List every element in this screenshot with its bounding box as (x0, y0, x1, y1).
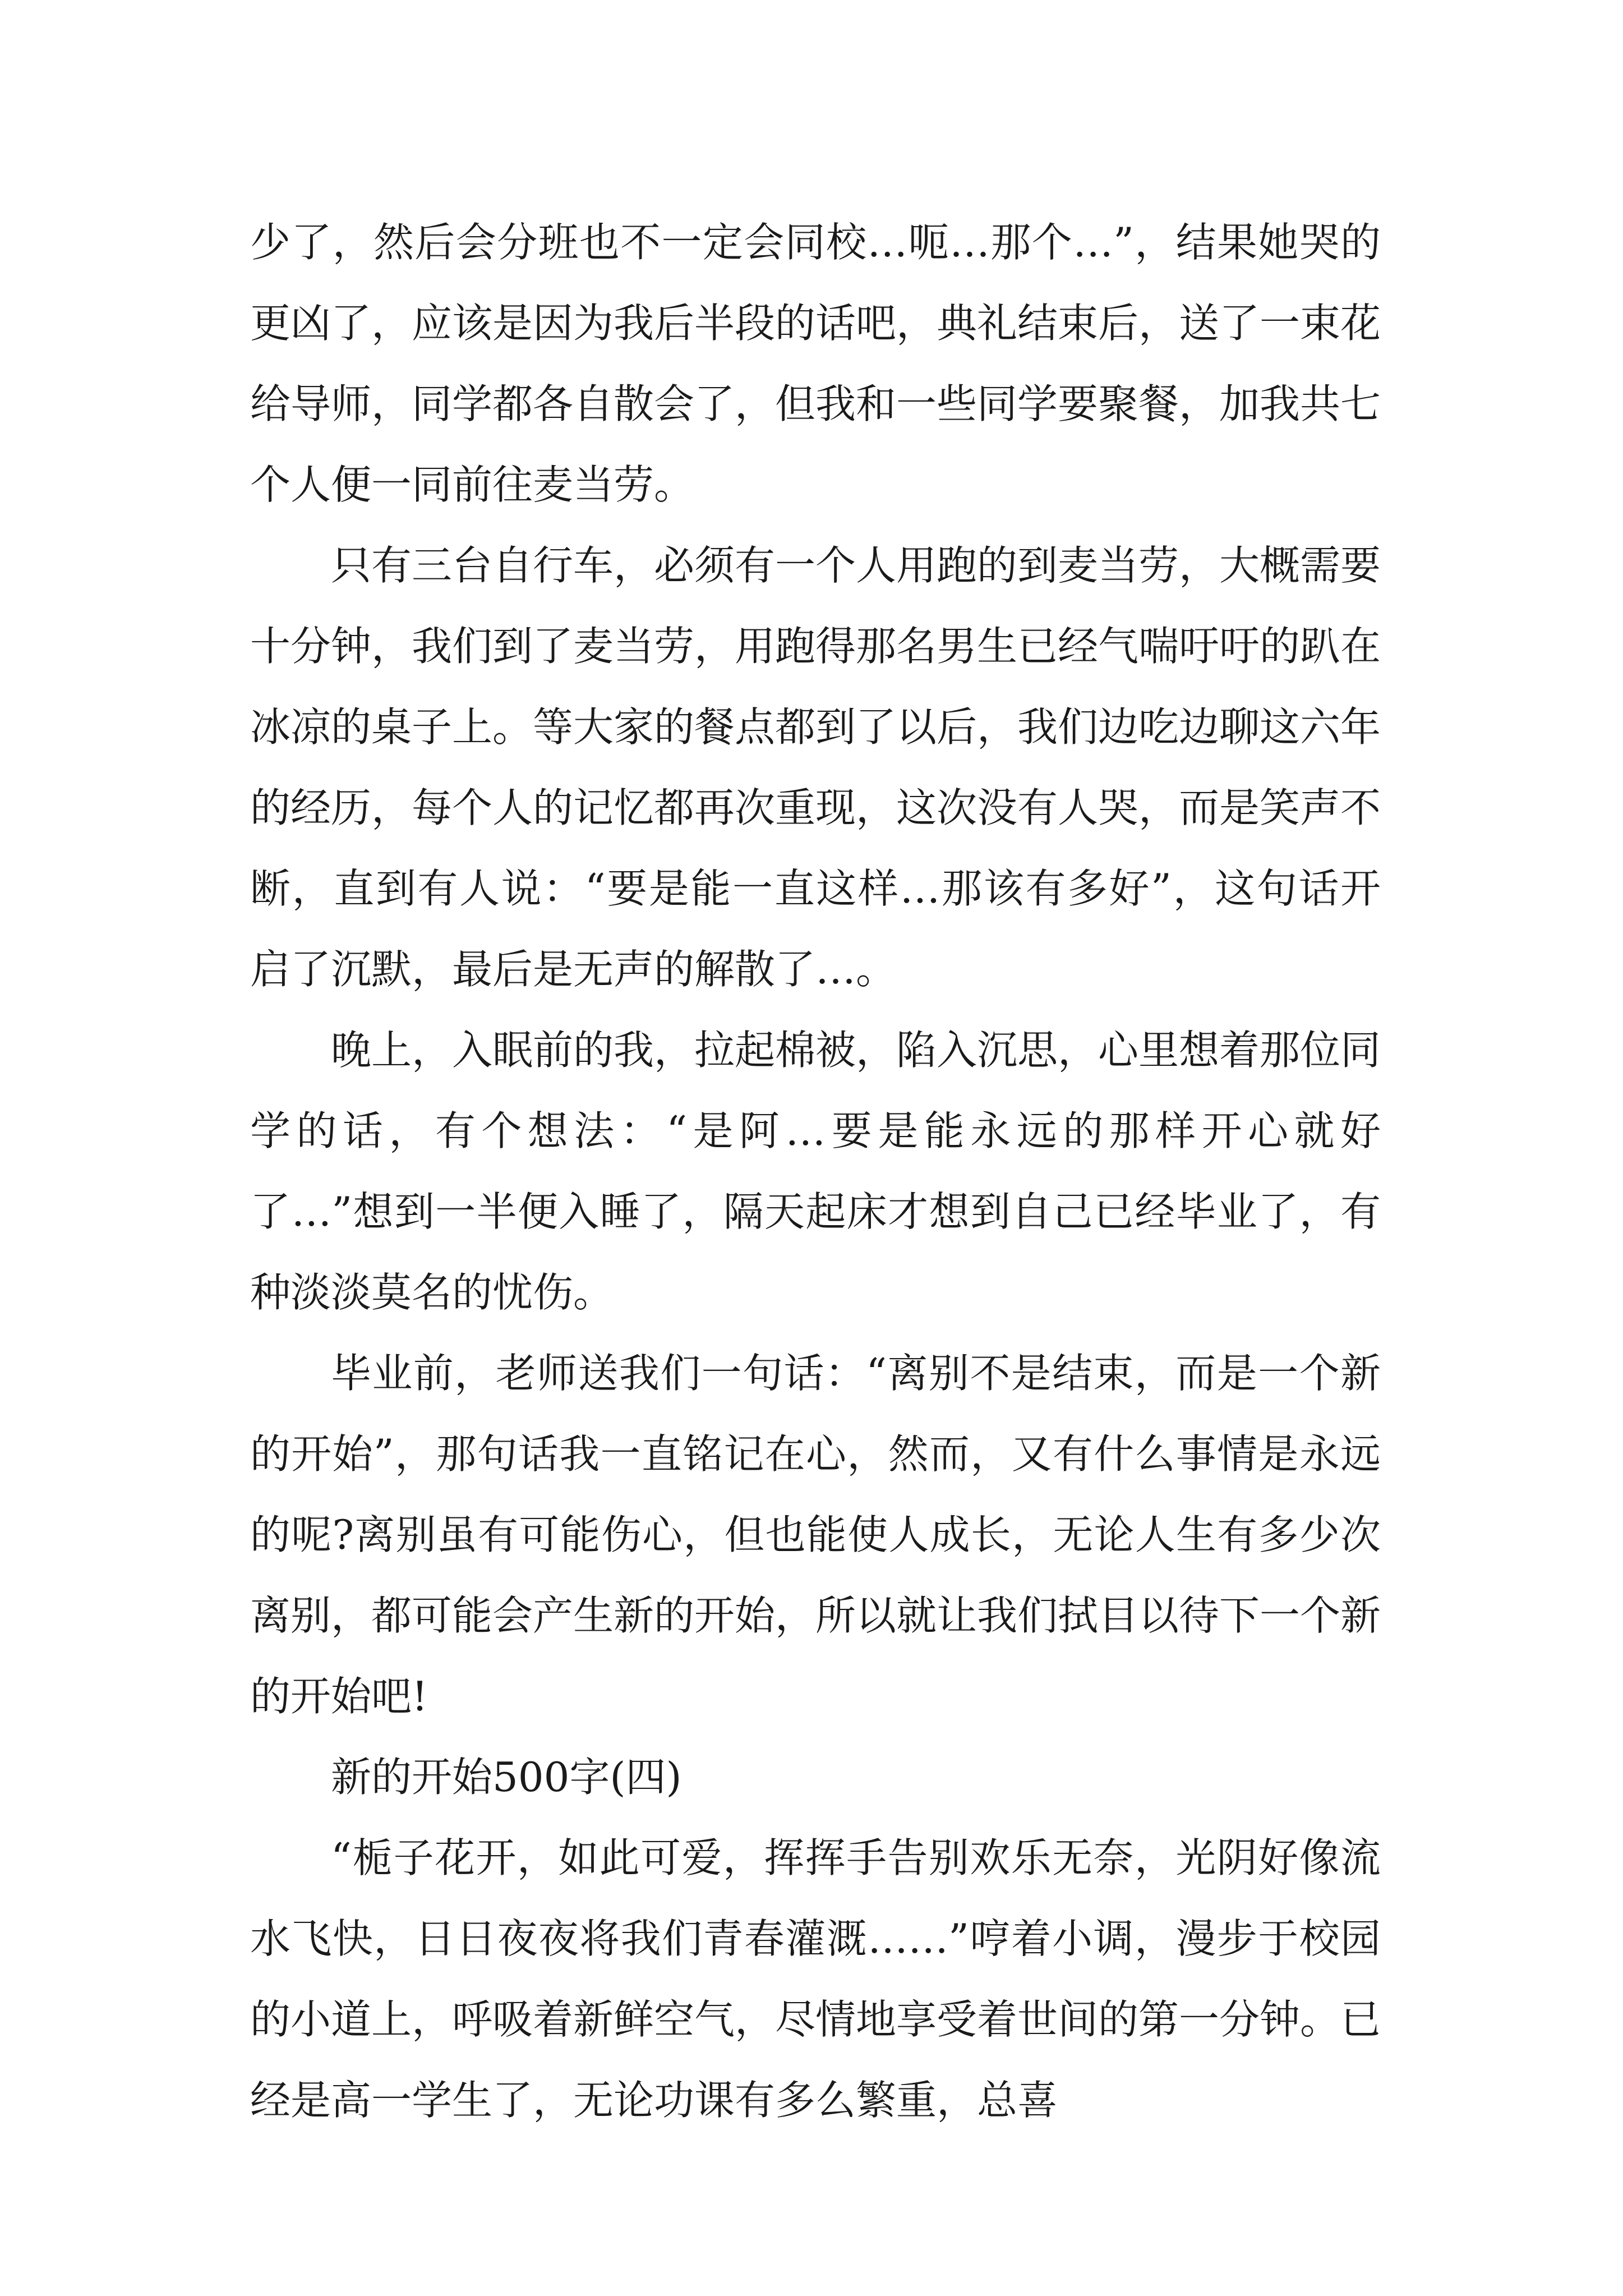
paragraph-bicycles: 只有三台自行车，必须有一个人用跑的到麦当劳，大概需要十分钟，我们到了麦当劳，用跑得那名男生已经气喘吁吁的趴在冰凉的桌子上。等大家的餐点都到了以后，我们边吃边聊这六年的经历，每个人的记忆都再次重现，这次没有人哭，而是笑声不断，直到有人说：“要是能一直这样…那该有多好”，这句话开启了沉默，最后是无声的解散了…。 (250, 542, 1381, 993)
paragraph-night: 晚上，入眠前的我，拉起棉被，陷入沉思，心里想着那位同学的话，有个想法：“是阿…要是能永远的那样开心就好了…”想到一半便入睡了，隔天起床才想到自己已经毕业了，有种淡淡莫名的忧伤。 (250, 1027, 1381, 1316)
paragraph-teacher-words: 毕业前，老师送我们一句话：“离别不是结束，而是一个新的开始”，那句话我一直铭记在心，然而，又有什么事情是永远的呢?离别虽有可能伤心，但也能使人成长，无论人生有多少次离别，都可能会产生新的开始，所以就让我们拭目以待下一个新的开始吧! (250, 1350, 1381, 1720)
paragraph-gardenia: “栀子花开，如此可爱，挥挥手告别欢乐无奈，光阴好像流水飞快，日日夜夜将我们青春灌溉……”哼着小调，漫步于校园的小道上，呼吸着新鲜空气，尽情地享受着世间的第一分钟。已经是高一学生了，无论功课有多么繁重，总喜 (250, 1834, 1381, 2124)
document-body (250, 202, 1381, 2141)
section-heading: 新的开始500字(四) (331, 1754, 682, 1801)
paragraph-continuation: 少了，然后会分班也不一定会同校…呃…那个…”，结果她哭的更凶了，应该是因为我后半段的话吧，典礼结束后，送了一束花给导师，同学都各自散会了，但我和一些同学要聚餐，加我共七个人便一同前往麦当劳。 (250, 219, 1381, 508)
